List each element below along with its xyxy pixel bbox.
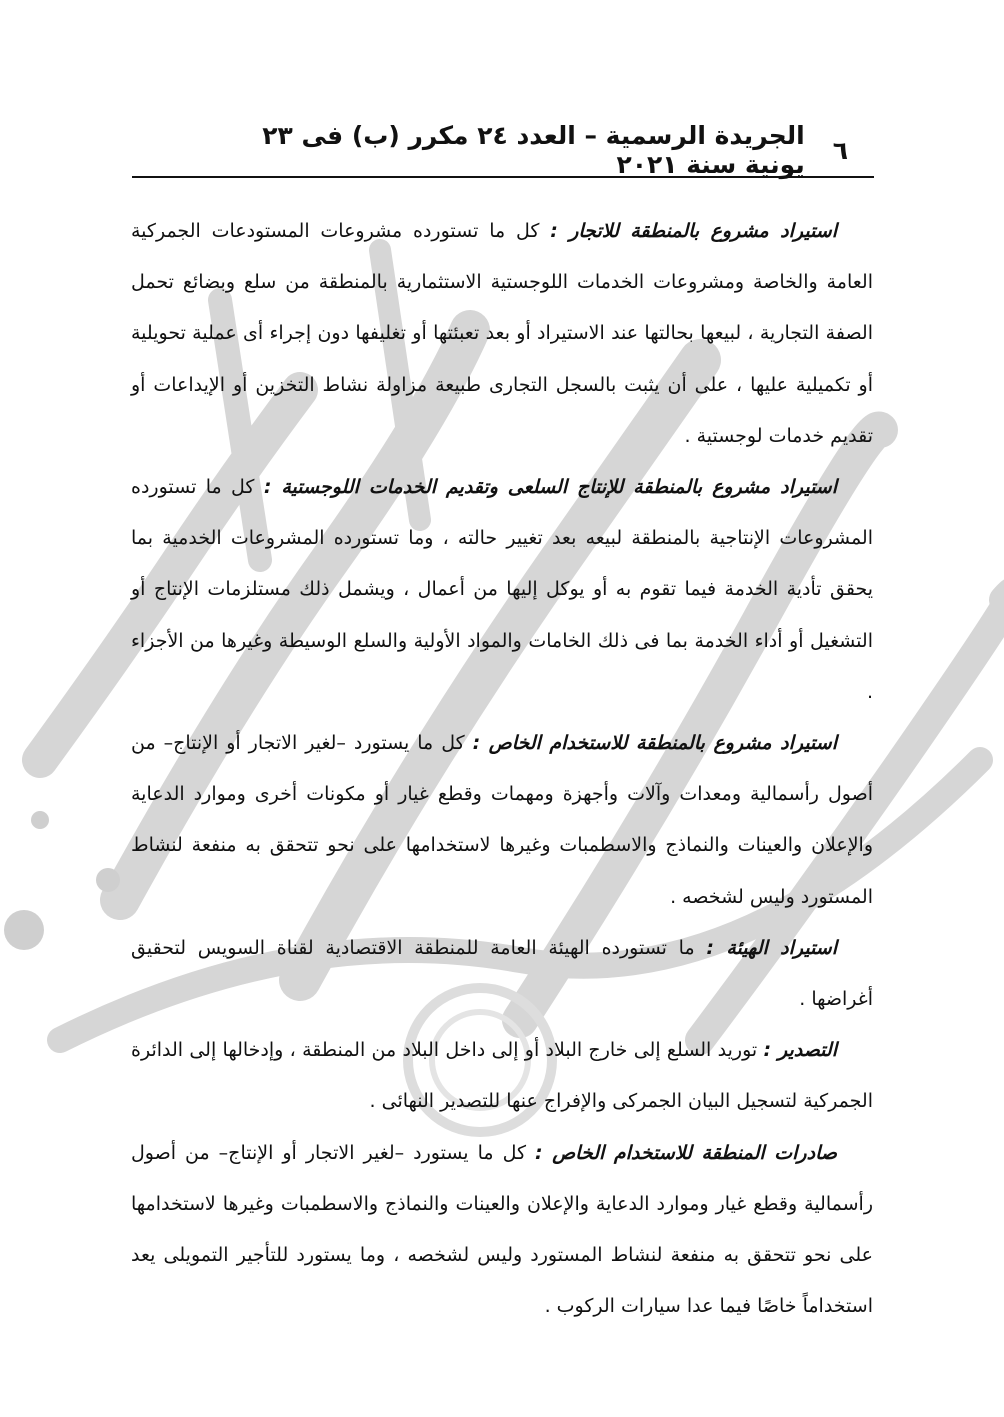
definition-paragraph — [131, 1128, 873, 1333]
page-number: ٦ — [832, 135, 848, 165]
definition-term: استيراد مشروع بالمنطقة للاستخدام الخاص : — [472, 732, 837, 755]
gazette-issue-title: الجريدة الرسمية – العدد ٢٤ مكرر (ب) فى ٢٣ يونية سنة ٢٠٢١ — [262, 121, 805, 179]
page-header — [208, 121, 848, 179]
document-body — [131, 206, 873, 1332]
definition-term: استيراد مشروع بالمنطقة للاتجار : — [550, 220, 837, 242]
definition-term: استيراد مشروع بالمنطقة للإنتاج السلعى وتقديم الخدمات اللوجستية : — [263, 476, 837, 499]
definition-text: كل ما تستورده المشروعات الإنتاجية بالمنطقة لبيعه بعد تغيير حالته ، وما تستورده المشروعات الخدمية بما يحقق تأدية الخدمة فيما تقوم به أو يوكل إليها من أعمال ، ويشمل ذلك مستلزمات الإنتاج أو التشغيل أو أداء الخدمة بما فى ذلك الخامات والمواد الأولية والسلع الوسيطة وغيرها من الأجزاء . — [131, 476, 873, 703]
definition-paragraph — [131, 718, 873, 923]
header-divider — [132, 176, 874, 178]
definition-paragraph — [131, 1025, 873, 1127]
definition-term: استيراد الهيئة : — [706, 936, 838, 959]
definition-paragraph — [131, 206, 873, 462]
definition-text: كل ما يستورد –لغير الاتجار أو الإنتاج– من أصول رأسمالية ومعدات وآلات وأجهزة ومهمات وقطع غيار أو مكونات أخرى وموارد الدعاية والإعلان والعينات والنماذج والاسطمبات وغيرها لاستخدامها على نحو تتحقق به منفعة لنشاط المستورد وليس لشخصه . — [131, 732, 873, 908]
definition-paragraph — [131, 923, 873, 1025]
definition-text: ما تستورده الهيئة العامة للمنطقة الاقتصادية لقناة السويس لتحقيق أغراضها . — [131, 936, 873, 1011]
definition-term: صادرات المنطقة للاستخدام الخاص : — [535, 1141, 837, 1164]
definition-text: توريد السلع إلى خارج البلاد أو إلى داخل البلاد من المنطقة ، وإدخالها إلى الدائرة الجمركية لتسجيل البيان الجمركى والإفراج عنها للتصدير النهائى . — [131, 1039, 873, 1113]
definition-text: كل ما تستورده مشروعات المستودعات الجمركية العامة والخاصة ومشروعات الخدمات اللوجستية الاستثمارية بالمنطقة من سلع وبضائع تحمل الصفة التجارية ، لبيعها بحالتها عند الاستيراد أو بعد تعبئتها أو تغليفها دون إجراء أى عملية تحويلية أو تكميلية عليها ، على أن يثبت بالسجل التجارى طبيعة مزاولة نشاط التخزين أو الإيداعات أو تقديم خدمات لوجستية . — [131, 220, 873, 447]
definition-term: التصدير : — [763, 1039, 837, 1062]
definition-paragraph — [131, 462, 873, 718]
definition-text: كل ما يستورد –لغير الاتجار أو الإنتاج– من أصول رأسمالية وقطع غيار وموارد الدعاية والإعلان والعينات والنماذج والاسطمبات وغيرها لاستخدامها على نحو تتحقق به منفعة لنشاط المستورد وليس لشخصه ، وما يستورد للتأجير التمويلى يعد استخداماً خاصًا فيما عدا سيارات الركوب . — [131, 1141, 873, 1318]
